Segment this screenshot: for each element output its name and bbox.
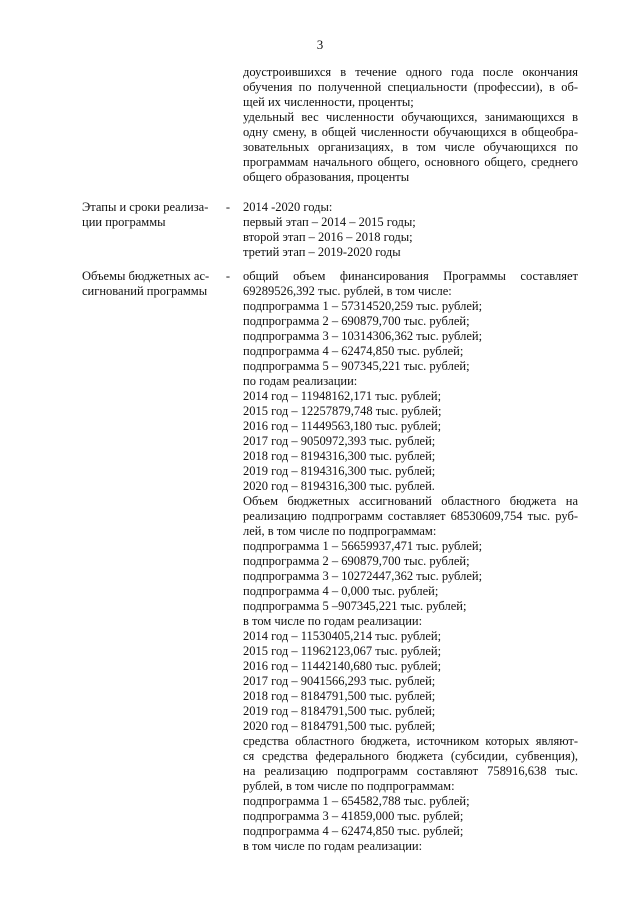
text-line: подпрограмма 1 – 57314520,259 тыс. рублей; — [243, 299, 483, 313]
text-line: на реализацию подпрограмм составляют 758916,638 тыс. — [243, 764, 578, 778]
section-content — [243, 65, 578, 185]
text-line: общего образования, проценты — [243, 170, 410, 184]
text-line: третий этап – 2019-2020 годы — [243, 245, 401, 259]
section-label — [82, 269, 230, 299]
text-line: 2015 год – 11962123,067 тыс. рублей; — [243, 644, 442, 658]
section-label-line: Этапы и сроки реализа- — [82, 200, 209, 214]
text-line: подпрограмма 2 – 690879,700 тыс. рублей; — [243, 314, 470, 328]
text-line: 2019 год – 8184791,500 тыс. рублей; — [243, 704, 436, 718]
text-line: подпрограмма 5 – 907345,221 тыс. рублей; — [243, 359, 470, 373]
text-line: 2014 год – 11948162,171 тыс. рублей; — [243, 389, 442, 403]
text-line: подпрограмма 4 – 0,000 тыс. рублей; — [243, 584, 439, 598]
text-line: Объем бюджетных ассигнований областного бюджета на — [243, 494, 578, 508]
text-line: подпрограмма 4 – 62474,850 тыс. рублей; — [243, 344, 464, 358]
text-line: второй этап – 2016 – 2018 годы; — [243, 230, 413, 244]
text-line: в том числе по годам реализации: — [243, 839, 423, 853]
text-line: доустроившихся в течение одного года после окончания — [243, 65, 578, 79]
text-line: подпрограмма 4 – 62474,850 тыс. рублей; — [243, 824, 464, 838]
text-line: 2016 год – 11449563,180 тыс. рублей; — [243, 419, 442, 433]
text-line: по годам реализации: — [243, 374, 358, 388]
text-line: подпрограмма 1 – 56659937,471 тыс. рублей; — [243, 539, 483, 553]
text-line: подпрограмма 3 – 10314306,362 тыс. рублей; — [243, 329, 483, 343]
text-line: общий объем финансирования Программы составляет — [243, 269, 578, 283]
text-line: зовательных организациях, в том числе обучающихся по — [243, 140, 578, 154]
text-line: первый этап – 2014 – 2015 годы; — [243, 215, 416, 229]
text-line: 2020 год – 8184791,500 тыс. рублей; — [243, 719, 436, 733]
text-line: реализацию подпрограмм составляет 68530609,754 тыс. руб- — [243, 509, 578, 523]
text-line: одну смену, в общей численности обучающихся в общеобра- — [243, 125, 578, 139]
section-label-line: сигнований программы — [82, 284, 208, 298]
text-line: подпрограмма 3 – 41859,000 тыс. рублей; — [243, 809, 464, 823]
label-dash: - — [225, 200, 230, 214]
text-line: 2019 год – 8194316,300 тыс. рублей; — [243, 464, 436, 478]
text-line: подпрограмма 2 – 690879,700 тыс. рублей; — [243, 554, 470, 568]
text-line: средства областного бюджета, источником которых являют- — [243, 734, 578, 748]
text-line: 2018 год – 8194316,300 тыс. рублей; — [243, 449, 436, 463]
text-line: рублей, в том числе по подпрограммам: — [243, 779, 455, 793]
text-line: 2020 год – 8194316,300 тыс. рублей. — [243, 479, 435, 493]
text-line: удельный вес численности обучающихся, занимающихся в — [243, 110, 578, 124]
text-line: программам начального общего, основного общего, среднего — [243, 155, 578, 169]
text-line: обучения по полученной специальности (профессии), в об- — [243, 80, 578, 94]
text-line: 2017 год – 9041566,293 тыс. рублей; — [243, 674, 436, 688]
section-label — [82, 200, 230, 230]
section-label-line: ции программы — [82, 215, 166, 229]
text-line: щей их численности, проценты; — [243, 95, 414, 109]
text-line: 2014 -2020 годы: — [243, 200, 333, 214]
text-line: лей, в том числе по подпрограммам: — [243, 524, 437, 538]
text-line: 2018 год – 8184791,500 тыс. рублей; — [243, 689, 436, 703]
text-line: 69289526,392 тыс. рублей, в том числе: — [243, 284, 452, 298]
text-line: подпрограмма 3 – 10272447,362 тыс. рублей; — [243, 569, 483, 583]
text-line: подпрограмма 5 –907345,221 тыс. рублей; — [243, 599, 467, 613]
section-content — [243, 269, 578, 854]
section-label-line: Объемы бюджетных ас- — [82, 269, 210, 283]
label-dash: - — [225, 269, 230, 283]
section-content — [243, 200, 578, 260]
text-line: 2017 год – 9050972,393 тыс. рублей; — [243, 434, 436, 448]
text-line: 2016 год – 11442140,680 тыс. рублей; — [243, 659, 442, 673]
page-number: 3 — [316, 37, 324, 52]
text-line: 2014 год – 11530405,214 тыс. рублей; — [243, 629, 442, 643]
text-line: 2015 год – 12257879,748 тыс. рублей; — [243, 404, 442, 418]
text-line: ся средства федерального бюджета (субсидии, субвенция), — [243, 749, 578, 763]
text-line: в том числе по годам реализации: — [243, 614, 423, 628]
text-line: подпрограмма 1 – 654582,788 тыс. рублей; — [243, 794, 470, 808]
